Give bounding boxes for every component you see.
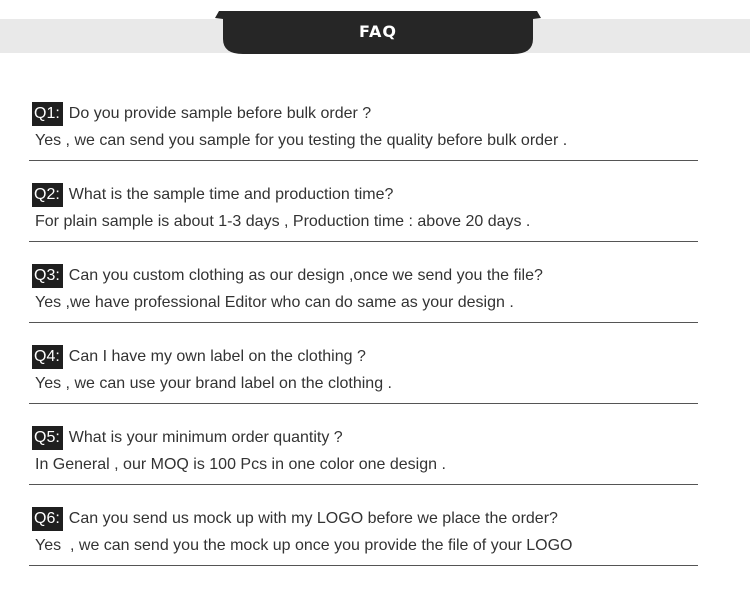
answer-text: Yes , we can send you the mock up once you provide the file of your LOGO [35, 537, 573, 554]
answer-text: Yes , we can send you sample for you testing the quality before bulk order . [35, 132, 568, 149]
faq-list [29, 92, 698, 578]
faq-question-row [32, 345, 366, 369]
question-text: Can I have my own label on the clothing ? [68, 348, 366, 365]
question-text: Do you provide sample before bulk order ? [68, 105, 372, 122]
divider [29, 403, 698, 404]
faq-item [29, 254, 698, 335]
faq-item [29, 173, 698, 254]
question-text: Can you custom clothing as our design ,once we send you the file? [68, 267, 543, 284]
faq-question-row [32, 507, 558, 531]
divider [29, 160, 698, 161]
faq-question-row [32, 426, 343, 450]
answer-text: In General , our MOQ is 100 Pcs in one color one design . [35, 456, 446, 473]
question-text: Can you send us mock up with my LOGO before we place the order? [68, 510, 558, 527]
faq-question-row [32, 183, 393, 207]
question-text: What is your minimum order quantity ? [68, 429, 343, 446]
question-badge: Q4: [32, 345, 63, 369]
question-text: What is the sample time and production time? [68, 186, 394, 203]
faq-item [29, 416, 698, 497]
faq-question-row [32, 264, 543, 288]
answer-text: For plain sample is about 1-3 days , Production time : above 20 days . [35, 213, 531, 230]
divider [29, 484, 698, 485]
answer-text: Yes , we can use your brand label on the clothing . [35, 375, 392, 392]
question-badge: Q3: [32, 264, 63, 288]
divider [29, 565, 698, 566]
question-badge: Q2: [32, 183, 63, 207]
faq-header-tab [215, 11, 541, 56]
faq-item [29, 335, 698, 416]
question-badge: Q1: [32, 102, 63, 126]
question-badge: Q6: [32, 507, 63, 531]
page-title: FAQ [358, 22, 398, 41]
divider [29, 322, 698, 323]
faq-item [29, 497, 698, 578]
question-badge: Q5: [32, 426, 63, 450]
answer-text: Yes ,we have professional Editor who can do same as your design . [35, 294, 514, 311]
divider [29, 241, 698, 242]
faq-question-row [32, 102, 371, 126]
faq-item [29, 92, 698, 173]
